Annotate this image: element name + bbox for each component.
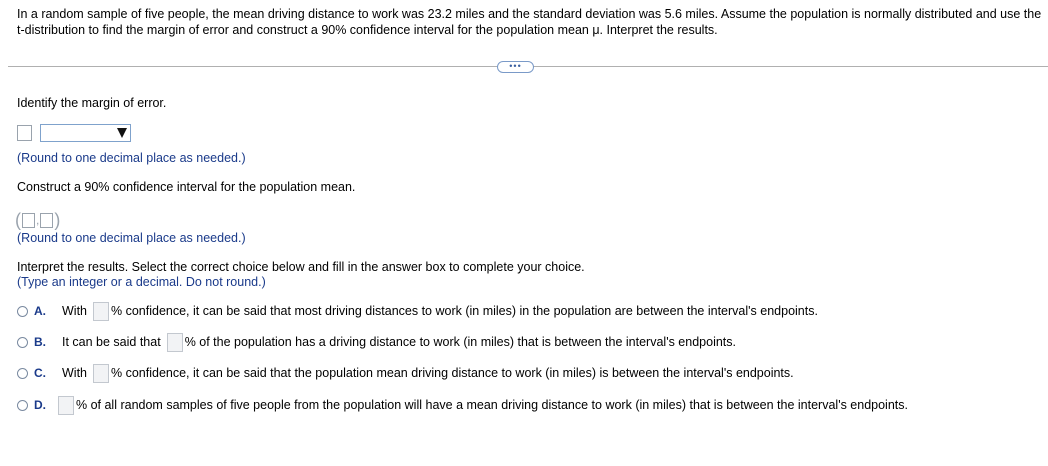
close-paren: ) [54,210,61,230]
interval-upper-input[interactable] [40,213,53,228]
radio-c[interactable] [17,368,28,379]
choice-letter: D. [34,398,46,412]
margin-of-error-dropdown[interactable] [40,124,131,142]
margin-sign-input[interactable] [17,125,32,141]
choice-a[interactable] [17,302,818,320]
choice-letter: A. [34,304,46,318]
confidence-interval-prompt: Construct a 90% confidence interval for the population mean. [17,180,356,194]
choice-a-answer-box[interactable] [93,302,109,321]
choice-post-text: % of all random samples of five people from the population will have a mean driving distance to work (in miles) that is between the interval's endpoints. [76,398,908,412]
radio-b[interactable] [17,337,28,348]
open-paren: ( [15,210,21,230]
margin-of-error-prompt: Identify the margin of error. [17,96,167,110]
choice-letter: B. [34,335,46,349]
choice-b-answer-box[interactable] [167,333,183,352]
interval-input-group [15,210,60,230]
interpret-prompt: Interpret the results. Select the correct choice below and fill in the answer box to complete your choice. [17,260,585,274]
expand-more-button[interactable]: ••• [497,61,534,73]
choice-letter: C. [34,366,46,380]
interval-lower-input[interactable] [22,213,35,228]
choice-c[interactable] [17,364,794,382]
choice-post-text: % of the population has a driving distance to work (in miles) that is between the interval's endpoints. [184,335,736,349]
choice-b[interactable] [17,333,736,351]
dropdown-arrow-icon [117,128,127,138]
choice-pre-text: With [62,304,87,318]
choice-c-answer-box[interactable] [93,364,109,383]
rounding-hint-2: (Round to one decimal place as needed.) [17,231,246,245]
choice-pre-text: It can be said that [62,335,161,349]
choice-post-text: % confidence, it can be said that most driving distances to work (in miles) in the population are between the interval's endpoints. [111,304,818,318]
problem-statement: In a random sample of five people, the mean driving distance to work was 23.2 miles and the standard deviation was 5.6 miles. Assume the population is normally distributed and use the t-distribution to find the margin of error and construct a 90% confidence interval for the population mean μ. Interpret the results. [17,7,1042,37]
choice-d[interactable] [17,396,908,414]
comma: , [36,213,40,227]
choice-d-answer-box[interactable] [58,396,74,415]
rounding-hint-1: (Round to one decimal place as needed.) [17,151,246,165]
choice-post-text: % confidence, it can be said that the population mean driving distance to work (in miles) is between the interval's endpoints. [111,366,794,380]
integer-hint: (Type an integer or a decimal. Do not round.) [17,275,266,289]
radio-d[interactable] [17,400,28,411]
choice-pre-text: With [62,366,87,380]
radio-a[interactable] [17,306,28,317]
